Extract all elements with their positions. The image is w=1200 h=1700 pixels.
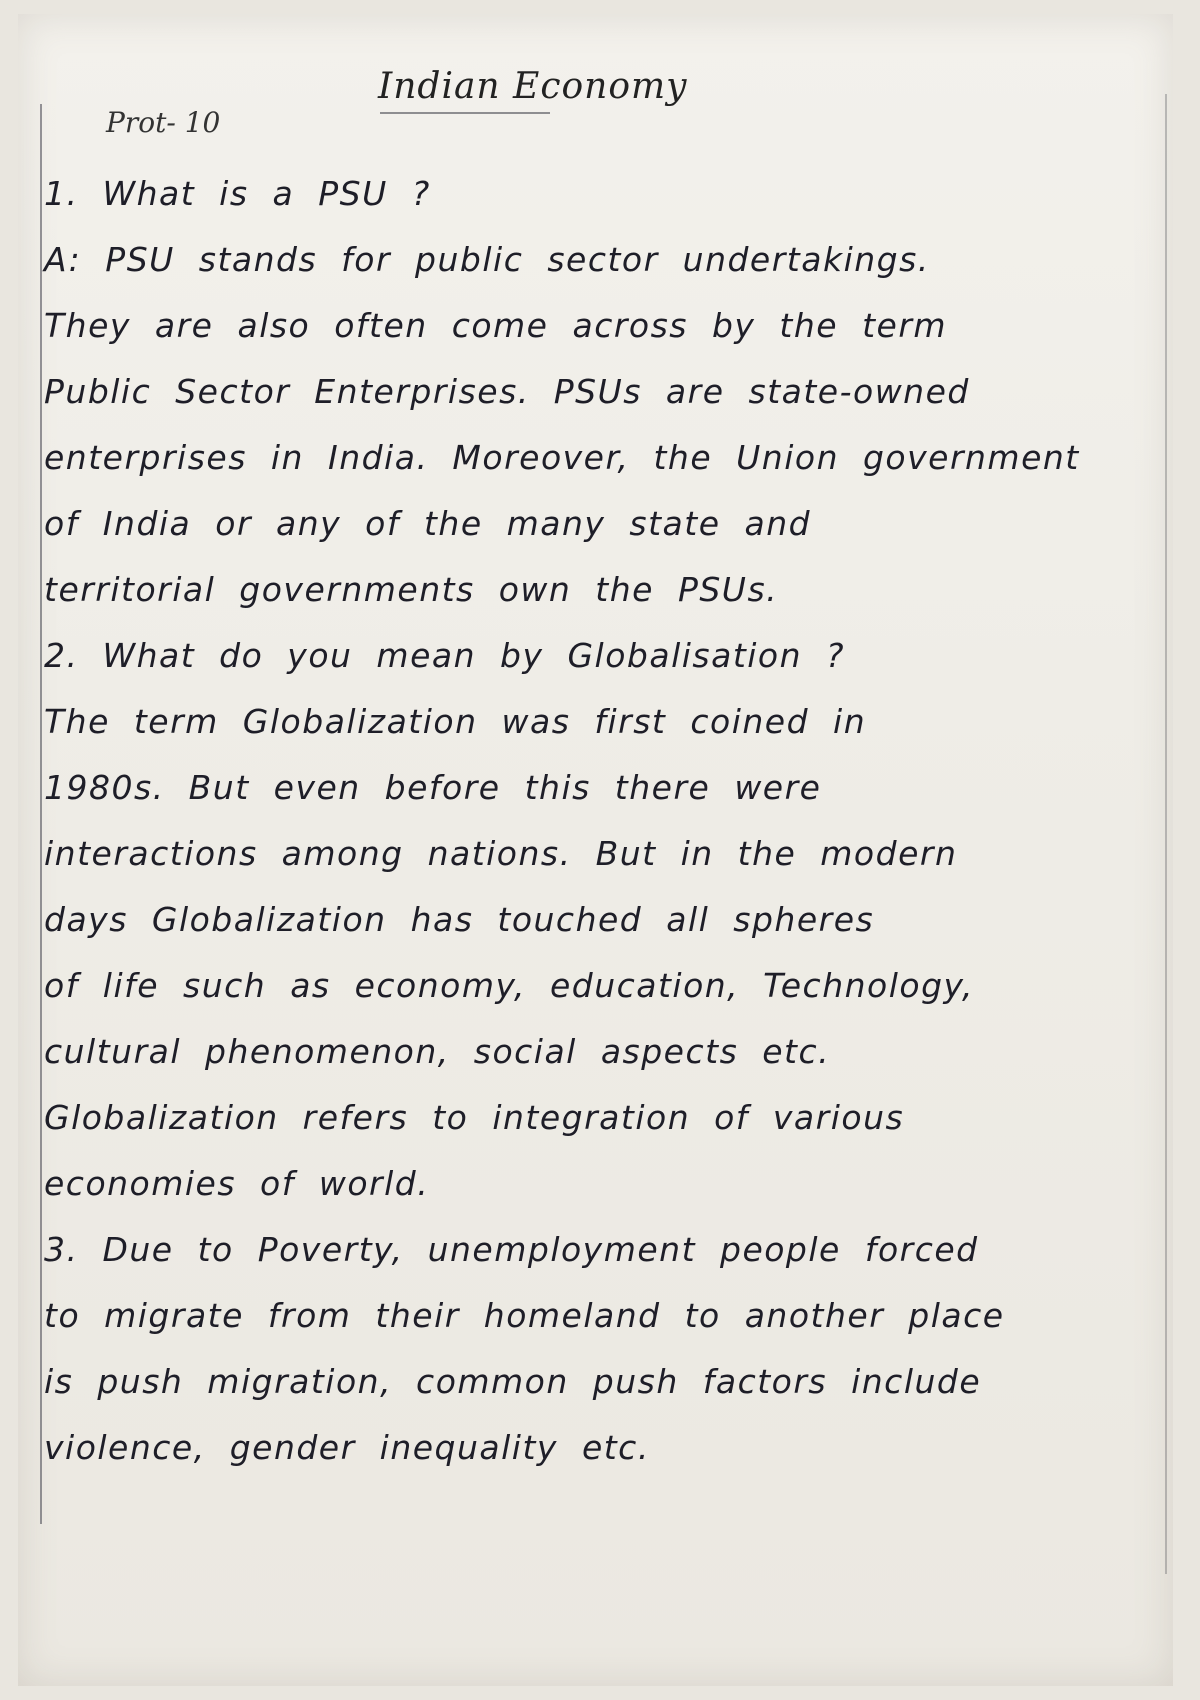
text-line-a2-7: Globalization refers to integration of various xyxy=(44,1098,905,1137)
page-title: Indian Economy xyxy=(378,66,688,107)
text-line-q3-3: is push migration, common push factors include xyxy=(44,1362,982,1401)
text-line-a1-5: of India or any of the many state and xyxy=(44,504,812,543)
text-line-a2-2: 1980s. But even before this there were xyxy=(44,768,822,807)
text-line-q3-4: violence, gender inequality etc. xyxy=(44,1428,650,1467)
text-line-a1-3: Public Sector Enterprises. PSUs are state-owned xyxy=(44,372,970,411)
text-line-q2: 2. What do you mean by Globalisation ? xyxy=(44,636,846,675)
text-line-a2-4: days Globalization has touched all spheres xyxy=(44,900,875,939)
text-line-a1-6: territorial governments own the PSUs. xyxy=(44,570,779,609)
text-line-q1: 1. What is a PSU ? xyxy=(44,174,431,213)
page-label: Prot- 10 xyxy=(106,106,221,139)
margin-line xyxy=(40,104,42,1524)
text-line-a2-1: The term Globalization was first coined in xyxy=(44,702,867,741)
text-line-a1-1: A: PSU stands for public sector undertakings. xyxy=(44,240,930,279)
text-line-q3-1: 3. Due to Poverty, unemployment people forced xyxy=(44,1230,979,1269)
text-line-a2-5: of life such as economy, education, Technology, xyxy=(44,966,974,1005)
notebook-page xyxy=(18,14,1173,1686)
title-underline xyxy=(380,112,550,114)
text-line-a2-8: economies of world. xyxy=(44,1164,430,1203)
text-line-a1-2: They are also often come across by the term xyxy=(44,306,948,345)
text-line-q3-2: to migrate from their homeland to another place xyxy=(44,1296,1005,1335)
text-line-a1-4: enterprises in India. Moreover, the Union government xyxy=(44,438,1080,477)
text-line-a2-3: interactions among nations. But in the modern xyxy=(44,834,958,873)
text-line-a2-6: cultural phenomenon, social aspects etc. xyxy=(44,1032,831,1071)
